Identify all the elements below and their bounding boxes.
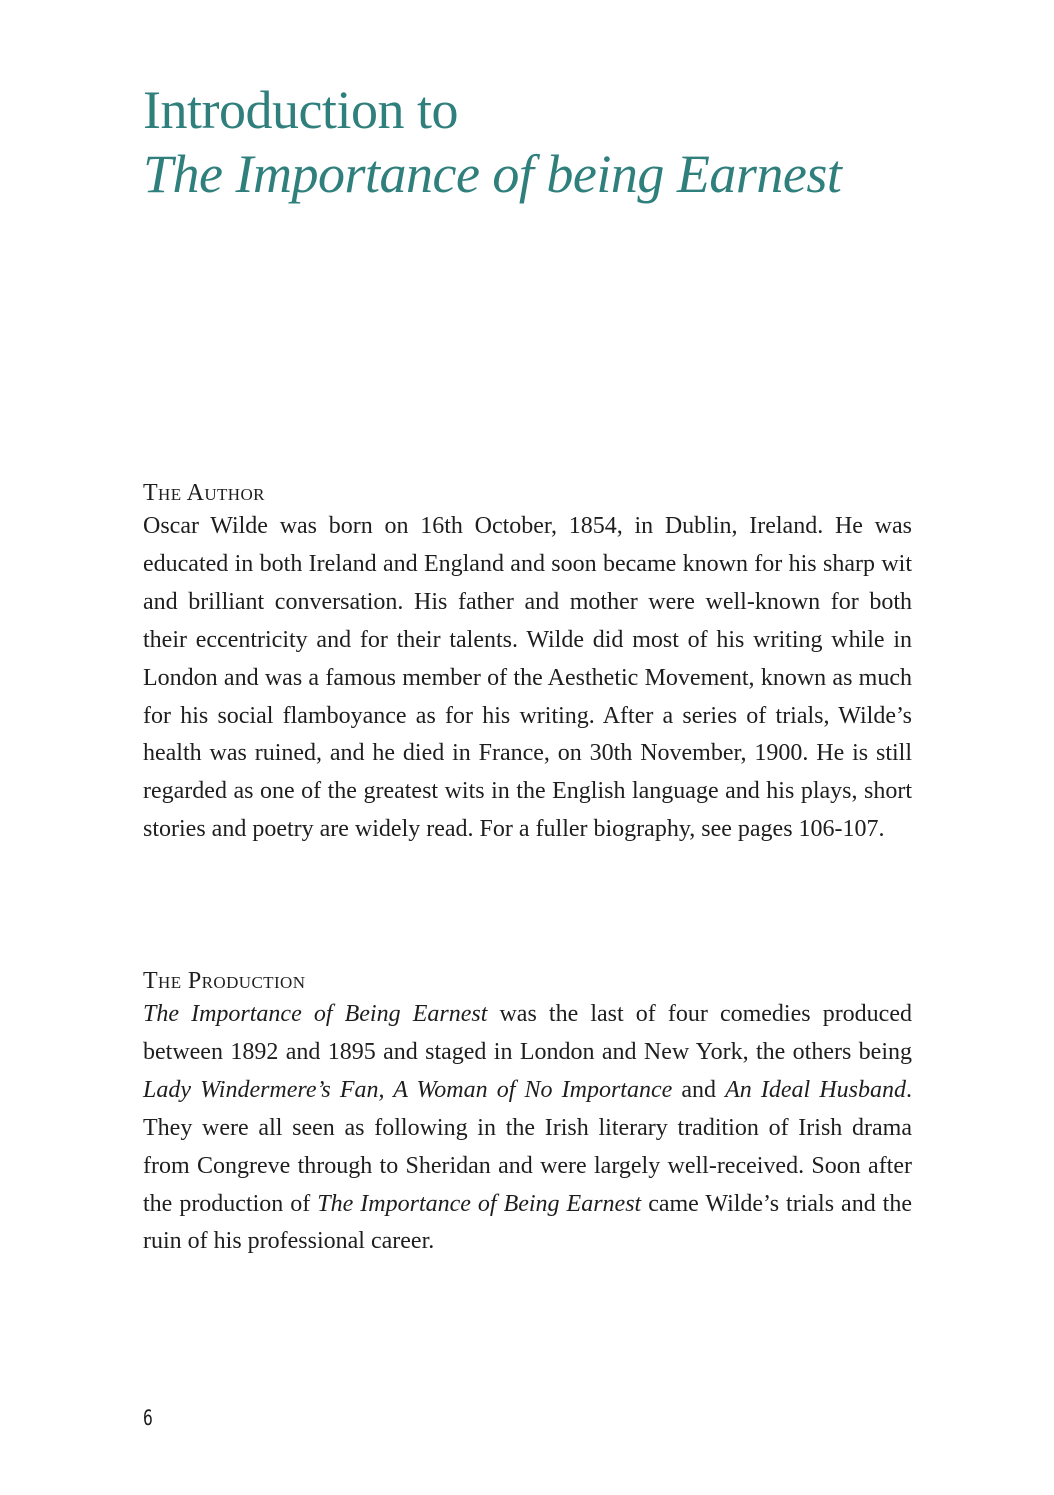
title-line-2: The Importance of being Earnest [143, 144, 842, 204]
page-number: 6 [143, 1406, 153, 1430]
page [143, 0, 912, 1495]
production-text-2: and [672, 1076, 726, 1103]
production-text-1: was the last of four comedies produced between 1892 and 1895 and staged in London and New York, the others being [143, 1001, 912, 1065]
author-heading: The Author [143, 480, 265, 506]
production-text-3: . They were all seen as following in the Irish literary tradition of Irish drama from Congreve through to Sheridan and were largely well-received. Soon after the production of [143, 1076, 912, 1217]
production-text-4: came Wilde’s trials and the ruin of his professional career. [143, 1190, 913, 1255]
ideal-husband-title: An Ideal Husband [725, 1076, 906, 1103]
other-plays: Lady Windermere’s Fan, A Woman of No Importance [143, 1076, 673, 1103]
production-heading: The Production [143, 968, 306, 994]
play-title: The Importance of Being Earnest [143, 1001, 488, 1027]
page-title [143, 78, 1043, 206]
play-title-repeat: The Importance of Being Earnest [317, 1190, 642, 1217]
production-paragraph [143, 996, 912, 1261]
production-section [143, 966, 912, 1261]
title-line-1: Introduction to [143, 80, 458, 140]
author-paragraph: Oscar Wilde was born on 16th October, 1854, in Dublin, Ireland. He was educated in both Ireland and England and soon became known for his sharp wit and brilliant conversation. His father and mother were well-known for both their eccentricity and for their talents. Wilde did most of his writing while in London and was a famous member of the Aesthetic Movement, known as much for his social flamboyance as for his writing. After a series of trials, Wilde’s health was ruined, and he died in France, on 30th November, 1900. He is still regarded as one of the greatest wits in the English language and his plays, short stories and poetry are widely read. For a fuller biography, see pages 106-107. [143, 513, 912, 843]
author-section [143, 478, 912, 849]
